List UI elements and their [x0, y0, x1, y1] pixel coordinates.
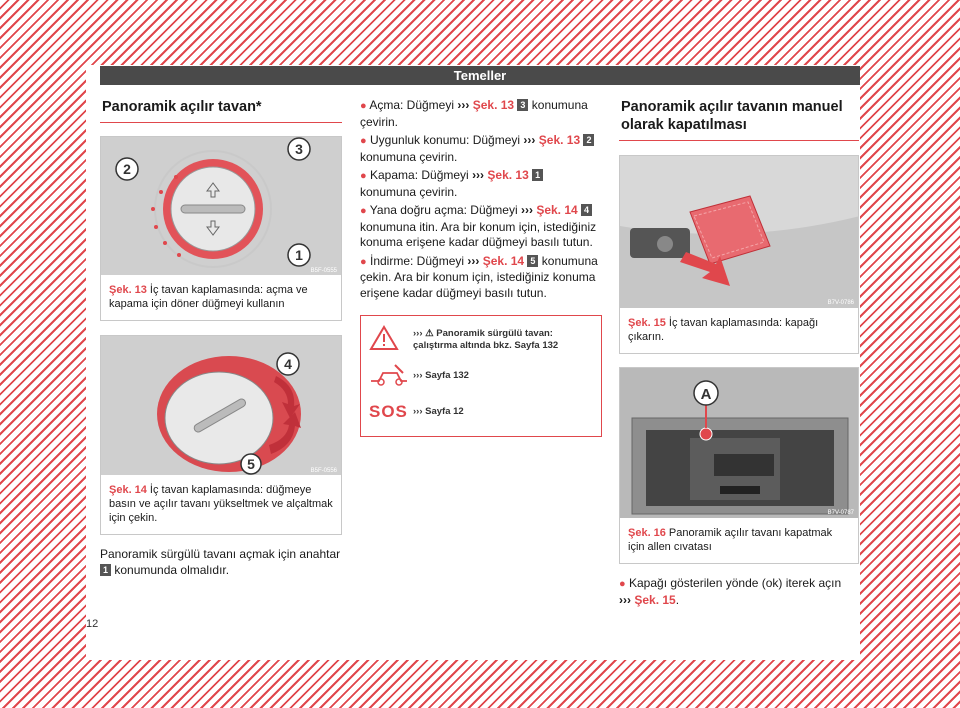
ceiling-cover-image	[620, 156, 858, 308]
reference-box	[360, 315, 602, 437]
figure-caption: Şek. 15 İç tavan kaplamasında: kapağı çıkarın.	[628, 317, 819, 343]
warning-triangle-icon	[369, 325, 413, 356]
instruction-list	[360, 98, 602, 301]
service-reference: ››› Sayfa 132	[369, 358, 593, 394]
column-middle	[360, 98, 602, 437]
page-number: 12	[86, 618, 99, 630]
instruction-item: ● Kapağı gösterilen yönde (ok) iterek açın ››› Şek. 15.	[619, 576, 842, 607]
image-code: B5F-0555	[310, 268, 337, 274]
section-title: Panoramik açılır tavanın manuel olarak kapatılması	[619, 90, 859, 141]
figure-caption: Şek. 14 İç tavan kaplamasında: düğmeye basın ve açılır tavanı yükseltmek ve alçaltmak için çekin.	[109, 484, 333, 524]
callout-4: 4	[284, 356, 292, 372]
column-right	[619, 90, 859, 608]
push-knob-image	[101, 336, 341, 475]
image-code: B7V-0787	[827, 510, 854, 516]
list-item: ● Uygunluk konumu: Düğmeyi ››› Şek. 13 2 konumuna çevirin.	[360, 133, 602, 165]
wrench-car-icon	[369, 361, 413, 392]
callout-3: 3	[295, 141, 303, 157]
figure-14	[100, 335, 342, 535]
callout-a: A	[700, 386, 712, 403]
sos-reference: SOS ››› Sayfa 12	[369, 402, 464, 421]
warning-reference: ››› ⚠ Panoramik sürgülü tavan: çalıştırma altında bkz. Sayfa 132	[369, 322, 593, 358]
figure-caption: Şek. 16 Panoramik açılır tavanı kapatmak için allen cıvatası	[628, 527, 833, 553]
rotary-knob-illustration	[101, 137, 341, 275]
figure-caption: Şek. 13 İç tavan kaplamasında: açma ve kapama için döner düğmeyi kullanın	[109, 284, 308, 310]
figure-15	[619, 155, 859, 354]
figure-13	[100, 136, 342, 321]
list-item: ● İndirme: Düğmeyi ››› Şek. 14 5 konumuna çekin. Ara bir konum için, istediğiniz konuma erişene kadar düğmeyi basılı tutun.	[360, 253, 598, 300]
body-text: Panoramik sürgülü tavanı açmak için anahtar 1 konumunda olmalıdır.	[100, 547, 341, 577]
allen-bolt-image	[620, 368, 858, 518]
list-item: ● Yana doğru açma: Düğmeyi ››› Şek. 14 4 konumuna itin. Ara bir konum için, istediğiniz konuma erişene kadar düğmeyi basılı tutun.	[360, 203, 597, 249]
callout-1: 1	[295, 247, 303, 263]
sos-icon: SOS	[369, 402, 408, 421]
section-title: Panoramik açılır tavan*	[100, 90, 342, 123]
ceiling-cover-illustration	[620, 156, 858, 308]
image-code: B7V-0786	[827, 300, 854, 306]
callout-5: 5	[247, 456, 255, 472]
allen-bolt-illustration	[620, 368, 858, 518]
list-item: ● Kapama: Düğmeyi ››› Şek. 13 1 konumuna çevirin.	[360, 168, 602, 200]
callout-2: 2	[123, 161, 131, 177]
rotary-knob-image	[101, 137, 341, 275]
chapter-header: Temeller	[100, 66, 860, 85]
column-left	[100, 90, 342, 578]
image-code: B5F-0556	[310, 468, 337, 474]
figure-16	[619, 367, 859, 564]
list-item: ● Açma: Düğmeyi ››› Şek. 13 3 konumuna çevirin.	[360, 98, 588, 129]
push-knob-illustration	[101, 336, 341, 475]
